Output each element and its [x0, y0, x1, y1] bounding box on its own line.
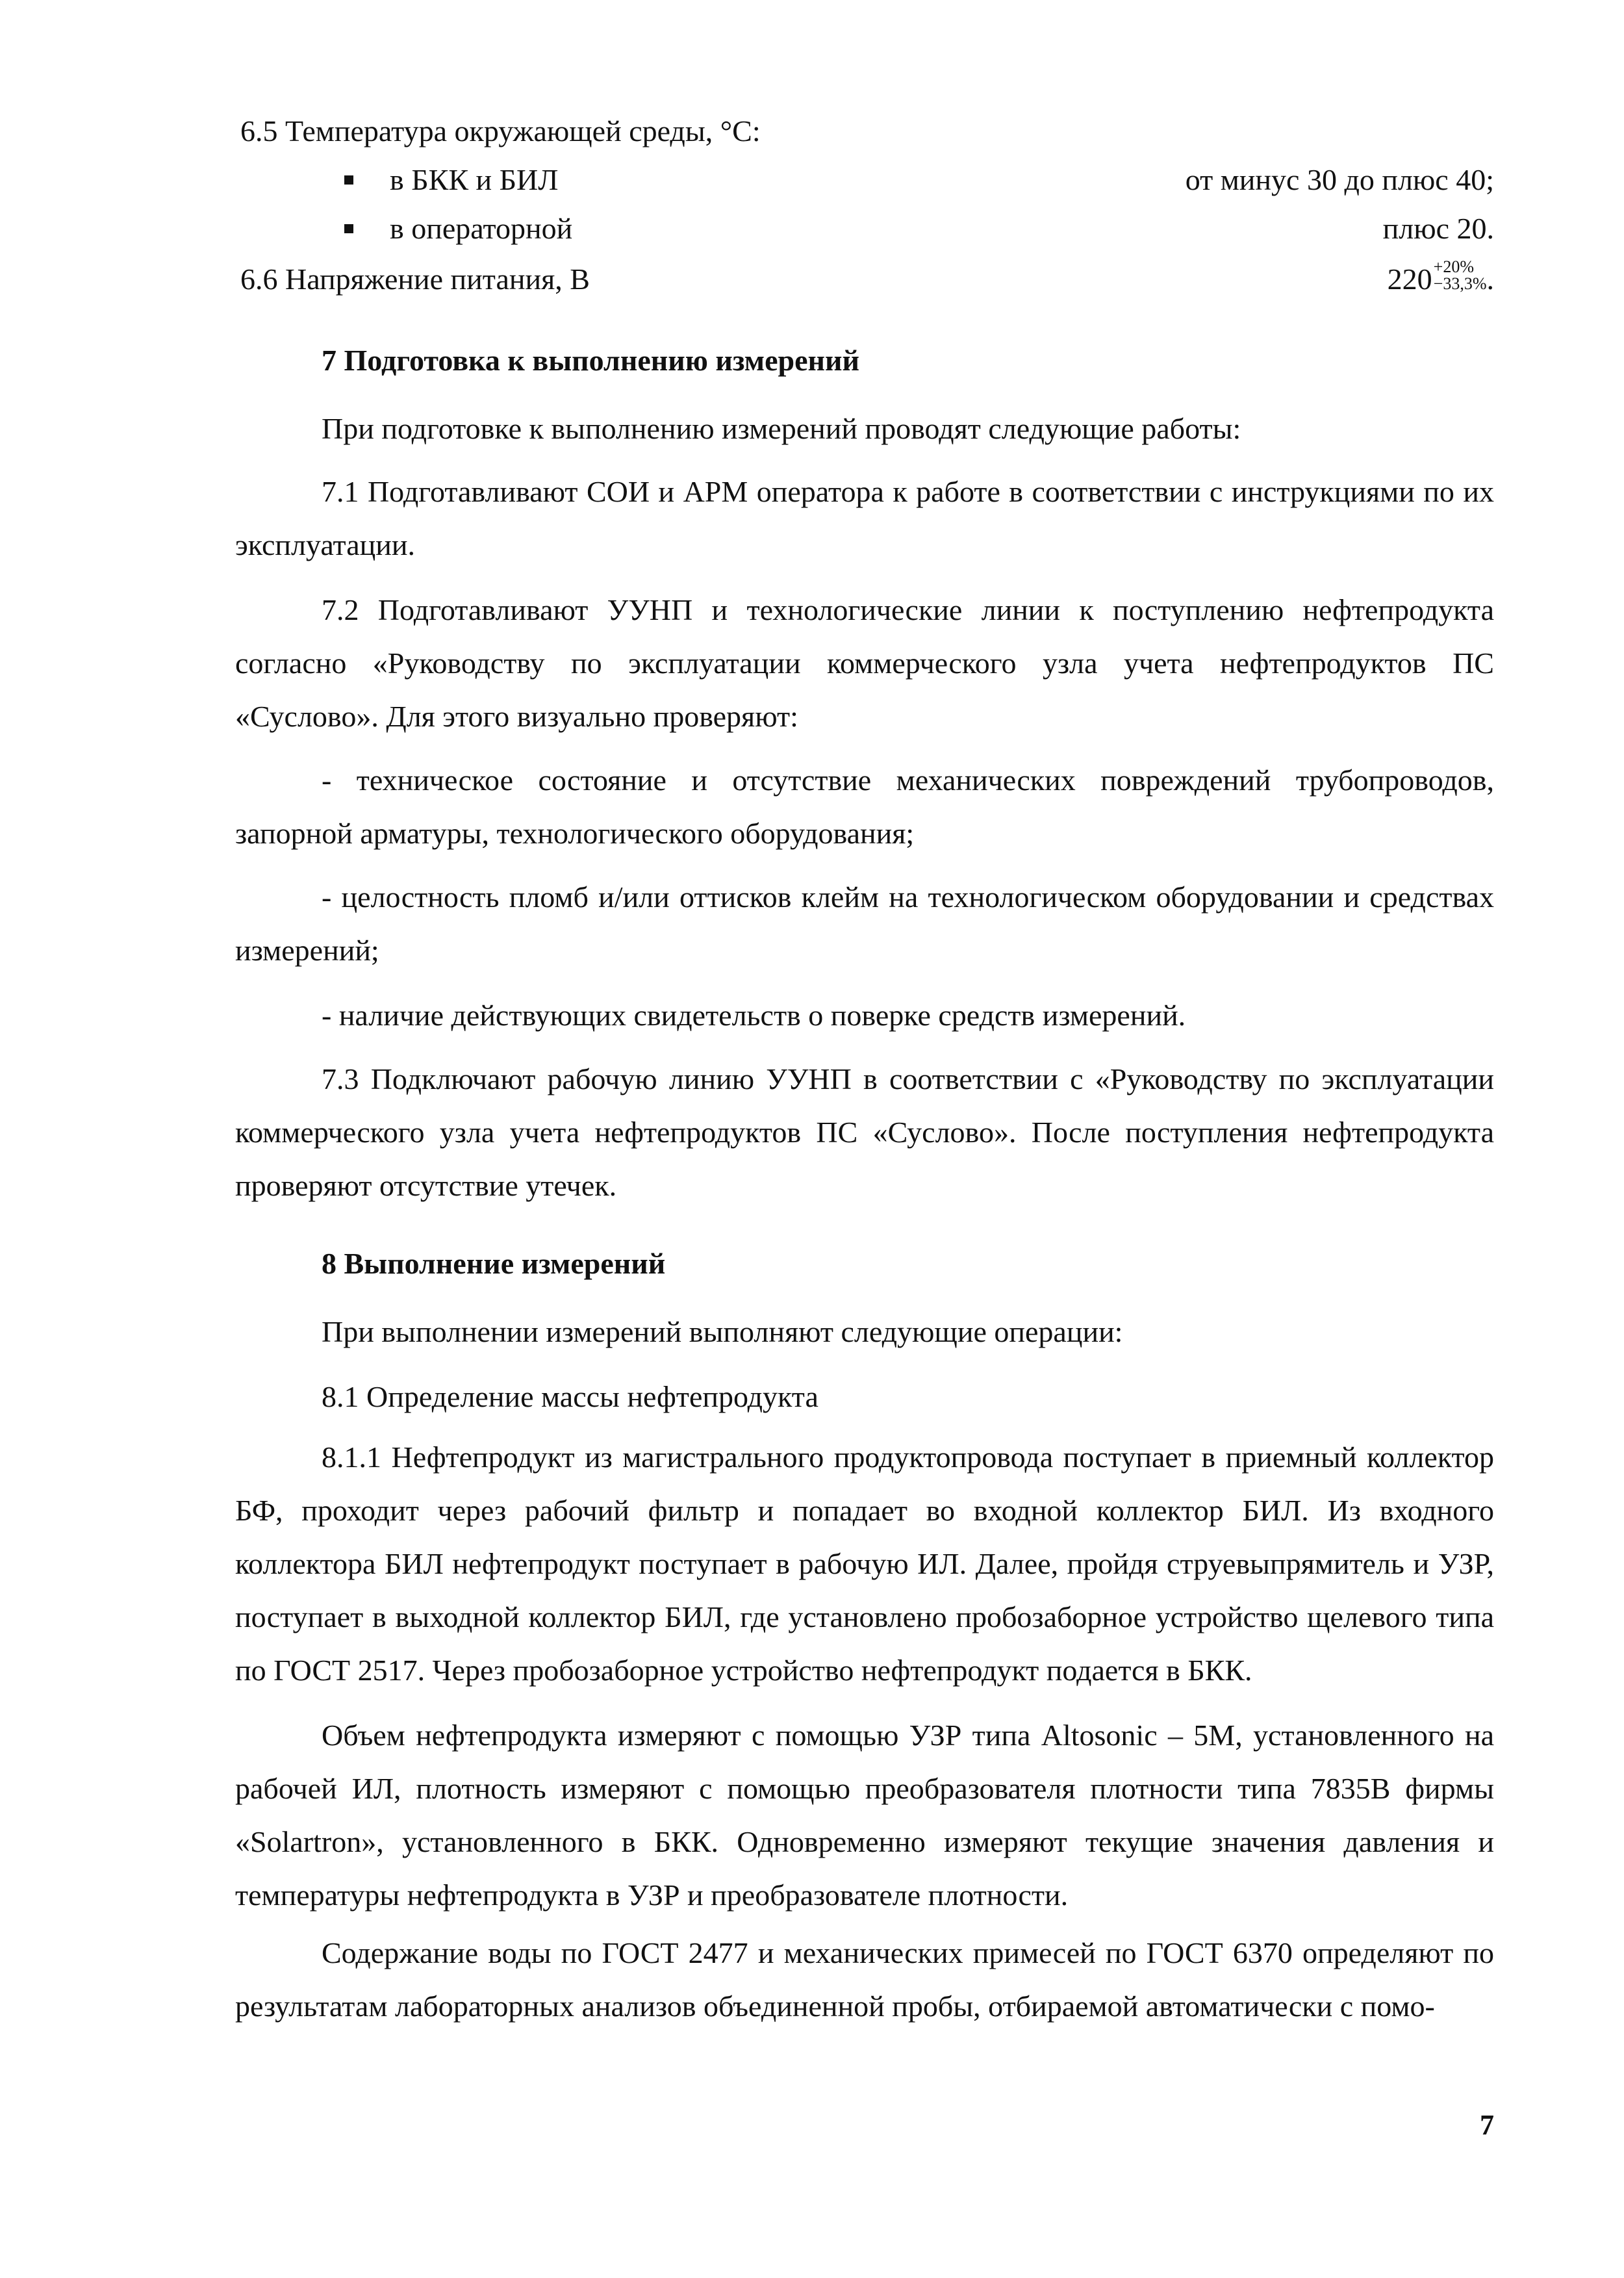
env-item-value: плюс 20. — [1382, 212, 1494, 245]
env-item-label: в операторной — [390, 212, 573, 245]
bullet-icon — [344, 224, 353, 233]
voltage-row — [240, 257, 1494, 299]
voltage-nominal: 220 — [1387, 262, 1432, 296]
section-8-intro: При выполнении измерений выполняют следующие операции: — [322, 1315, 1123, 1348]
paragraph-7-3: 7.3 Подключают рабочую линию УУНП в соответствии с «Руководству по эксплуатации коммерческого узла учета нефтепродуктов ПС «Суслово». После поступления нефтепродукта проверяют отсутствие утечек. — [235, 1062, 1494, 1202]
voltage-label: 6.6 Напряжение питания, В — [240, 262, 590, 296]
paragraph-8-1-1: 8.1.1 Нефтепродукт из магистрального продуктопровода поступает в приемный коллектор БФ, проходит через рабочий фильтр и попадает во входной коллектор БИЛ. Из входного коллектора БИЛ нефтепродукт поступает в рабочую ИЛ. Далее, пройдя струевыпрямитель и УЗР, поступает в выходной коллектор БИЛ, где установлено пробозаборное устройство щелевого типа по ГОСТ 2517. Через пробозаборное устройство нефтепродукт подается в БКК. — [235, 1440, 1494, 1687]
paragraph-water: Содержание воды по ГОСТ 2477 и механических примесей по ГОСТ 6370 определяют по результатам лабораторных анализов объединенной пробы, отбираемой автоматически с помо- — [235, 1936, 1494, 2023]
env-item-bkk — [344, 160, 1494, 199]
check-item-3: - наличие действующих свидетельств о поверке средств измерений. — [322, 999, 1186, 1032]
voltage-tol-minus: −33,3% — [1433, 274, 1487, 294]
paragraph-8-1: 8.1 Определение массы нефтепродукта — [322, 1380, 818, 1413]
voltage-tolerance — [1434, 259, 1487, 292]
paragraph-7-2: 7.2 Подготавливают УУНП и технологические линии к поступлению нефтепродукта согласно «Руководству по эксплуатации коммерческого узла учета нефтепродуктов ПС «Суслово». Для этого визуально проверяют: — [235, 593, 1494, 733]
section-8-heading: 8 Выполнение измерений — [322, 1247, 666, 1280]
paragraph-volume: Объем нефтепродукта измеряют с помощью УЗР типа Altosonic – 5M, установленного на рабочей ИЛ, плотность измеряют с помощью преобразователя плотности типа 7835B фирмы «Solartron», установленного в БКК. Одновременно измеряют текущие значения давления и температуры нефтепродукта в УЗР и преобразователе плотности. — [235, 1719, 1494, 1912]
bullet-icon — [344, 175, 353, 185]
voltage-tol-plus: +20% — [1433, 257, 1474, 277]
env-item-value: от минус 30 до плюс 40; — [1185, 163, 1494, 196]
check-item-2: - целостность пломб и/или оттисков клейм на технологическом оборудовании и средствах измерений; — [235, 880, 1494, 967]
env-item-operator — [344, 209, 1494, 248]
env-item-label: в БКК и БИЛ — [390, 163, 559, 196]
voltage-end: . — [1486, 262, 1494, 296]
env-title: 6.5 Температура окружающей среды, °С: — [240, 114, 761, 147]
paragraph-7-1: 7.1 Подготавливают СОИ и АРМ оператора к работе в соответствии с инструкциями по их эксплуатации. — [235, 475, 1494, 561]
check-item-1: - техническое состояние и отсутствие механических повреждений трубопроводов, запорной арматуры, технологического оборудования; — [235, 763, 1494, 850]
page-number: 7 — [1480, 2109, 1494, 2141]
section-7-heading: 7 Подготовка к выполнению измерений — [322, 344, 859, 377]
voltage-value — [1387, 257, 1494, 299]
section-7-intro: При подготовке к выполнению измерений проводят следующие работы: — [322, 412, 1241, 445]
